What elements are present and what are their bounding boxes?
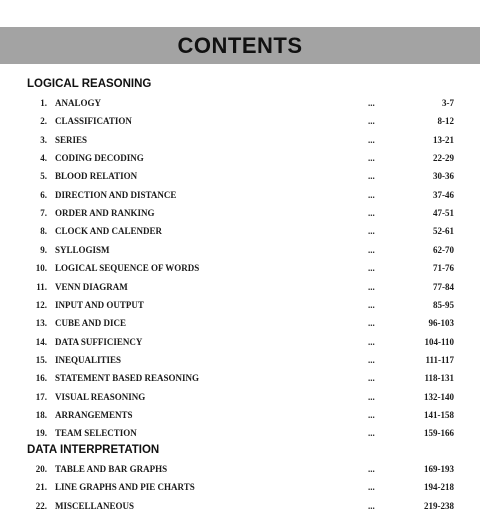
toc-entry-number: 8. [40,226,47,237]
toc-entry-leader: ... [368,153,375,164]
section-heading: DATA INTERPRETATION [27,444,160,456]
toc-entry-number: 10. [35,263,47,274]
toc-entry-pages: 3-7 [442,98,454,108]
toc-entry-title: LINE GRAPHS AND PIE CHARTS [55,482,195,493]
toc-entry-title: BLOOD RELATION [55,171,138,182]
toc-entry-title: MISCELLANEOUS [55,500,135,511]
toc-entry-pages: 13-21 [433,134,454,145]
toc-entry-number: 20. [35,464,47,474]
toc-entry-title: SYLLOGISM [55,244,110,255]
toc-entry-leader: ... [368,281,375,292]
toc-entry[interactable] [0,335,480,349]
toc-entry[interactable] [0,426,480,440]
toc-entry-title: CLASSIFICATION [55,116,132,127]
toc-entry[interactable] [0,96,480,110]
toc-entry-leader: ... [368,373,375,384]
toc-entry-title: LOGICAL SEQUENCE OF WORDS [55,263,200,274]
toc-entry-pages: 47-51 [433,208,454,219]
toc-entry-pages: 71-76 [433,263,454,274]
section-heading: LOGICAL REASONING [27,78,152,90]
toc-entry[interactable] [0,408,480,422]
toc-entry-pages: 111-117 [425,354,454,365]
top-margin [0,0,480,27]
toc-entry-pages: 159-166 [424,428,454,439]
toc-entry-title: ANALOGY [55,98,102,108]
toc-entry[interactable] [0,280,480,294]
toc-entry-leader: ... [368,391,375,402]
toc-entry-number: 9. [40,244,47,255]
toc-entry[interactable] [0,151,480,165]
toc-entry-number: 22. [35,500,47,511]
toc-entry-number: 4. [40,153,47,164]
toc-entry[interactable] [0,371,480,385]
toc-entry-pages: 52-61 [433,226,454,237]
toc-entry-leader: ... [368,171,375,182]
toc-entry-pages: 77-84 [433,281,454,292]
toc-entry[interactable] [0,298,480,312]
contents-header [0,27,480,64]
toc-entry[interactable] [0,169,480,183]
toc-entry-leader: ... [368,354,375,365]
toc-entry-title: VENN DIAGRAM [55,281,128,292]
toc-entry-leader: ... [368,336,375,347]
toc-entry-leader: ... [368,263,375,274]
toc-entry-number: 5. [40,171,47,182]
toc-entry-pages: 141-158 [424,409,454,420]
toc-entry[interactable] [0,243,480,257]
toc-entry-title: TEAM SELECTION [55,428,137,439]
toc-entry[interactable] [0,462,480,476]
toc-entry-leader: ... [368,208,375,219]
toc-entry[interactable] [0,206,480,220]
toc-entry-number: 13. [35,318,47,329]
toc-entry-leader: ... [368,318,375,329]
toc-entry-pages: 85-95 [433,299,454,310]
toc-entry[interactable] [0,480,480,494]
toc-entry[interactable] [0,261,480,275]
toc-entry-leader: ... [368,116,375,127]
toc-entry-title: INEQUALITIES [55,354,122,365]
toc-entry-pages: 118-131 [424,373,454,384]
toc-entry-leader: ... [368,464,375,474]
toc-entry-pages: 8-12 [437,116,454,127]
toc-entry-title: TABLE AND BAR GRAPHS [55,464,168,474]
toc-entry-number: 16. [35,373,47,384]
toc-entry-leader: ... [368,134,375,145]
toc-entry-title: ORDER AND RANKING [55,208,155,219]
toc-entry[interactable] [0,188,480,202]
toc-entry-number: 12. [35,299,47,310]
toc-entry-leader: ... [368,428,375,439]
toc-entry-number: 7. [40,208,47,219]
toc-entry-leader: ... [368,189,375,200]
toc-entry-number: 1. [40,98,47,108]
toc-entry-pages: 37-46 [433,189,454,200]
toc-entry-number: 6. [40,189,47,200]
toc-entry-pages: 132-140 [424,391,454,402]
toc-entry-number: 17. [35,391,47,402]
toc-entry-number: 19. [35,428,47,439]
toc-entry[interactable] [0,390,480,404]
toc-entry-title: STATEMENT BASED REASONING [55,373,200,384]
toc-entry-pages: 219-238 [424,500,454,511]
toc-entry[interactable] [0,114,480,128]
toc-entry[interactable] [0,353,480,367]
toc-entry-title: INPUT AND OUTPUT [55,299,144,310]
toc-entry-pages: 22-29 [433,153,454,164]
toc-entry-title: CLOCK AND CALENDER [55,226,163,237]
toc-entry-title: CUBE AND DICE [55,318,127,329]
toc-entry-title: DIRECTION AND DISTANCE [55,189,177,200]
toc-entry-number: 2. [40,116,47,127]
toc-entry-pages: 104-110 [424,336,454,347]
toc-entry-number: 11. [36,281,47,292]
toc-entry-title: SERIES [55,134,88,145]
toc-entry-pages: 30-36 [433,171,454,182]
toc-entry-pages: 62-70 [433,244,454,255]
toc-entry-number: 21. [35,482,47,493]
toc-entry-pages: 194-218 [424,482,454,493]
page-title: CONTENTS [177,32,303,58]
toc-entry[interactable] [0,133,480,147]
toc-entry-pages: 169-193 [424,464,454,474]
toc-entry[interactable] [0,499,480,513]
toc-entry-leader: ... [368,98,375,108]
toc-entry-number: 3. [40,134,47,145]
toc-entry-title: VISUAL REASONING [55,391,146,402]
toc-entry-leader: ... [368,299,375,310]
toc-entry-title: CODING DECODING [55,153,144,164]
toc-entry-leader: ... [368,244,375,255]
toc-entry-number: 18. [35,409,47,420]
toc-entry-leader: ... [368,226,375,237]
toc-entry-title: DATA SUFFICIENCY [55,336,143,347]
toc-entry[interactable] [0,224,480,238]
toc-entry-number: 14. [35,336,47,347]
toc-entry-number: 15. [35,354,47,365]
toc-entry-leader: ... [368,409,375,420]
toc-entry-pages: 96-103 [428,318,454,329]
toc-entry[interactable] [0,316,480,330]
toc-entry-leader: ... [368,482,375,493]
toc-entry-leader: ... [368,500,375,511]
toc-entry-title: ARRANGEMENTS [55,409,133,420]
